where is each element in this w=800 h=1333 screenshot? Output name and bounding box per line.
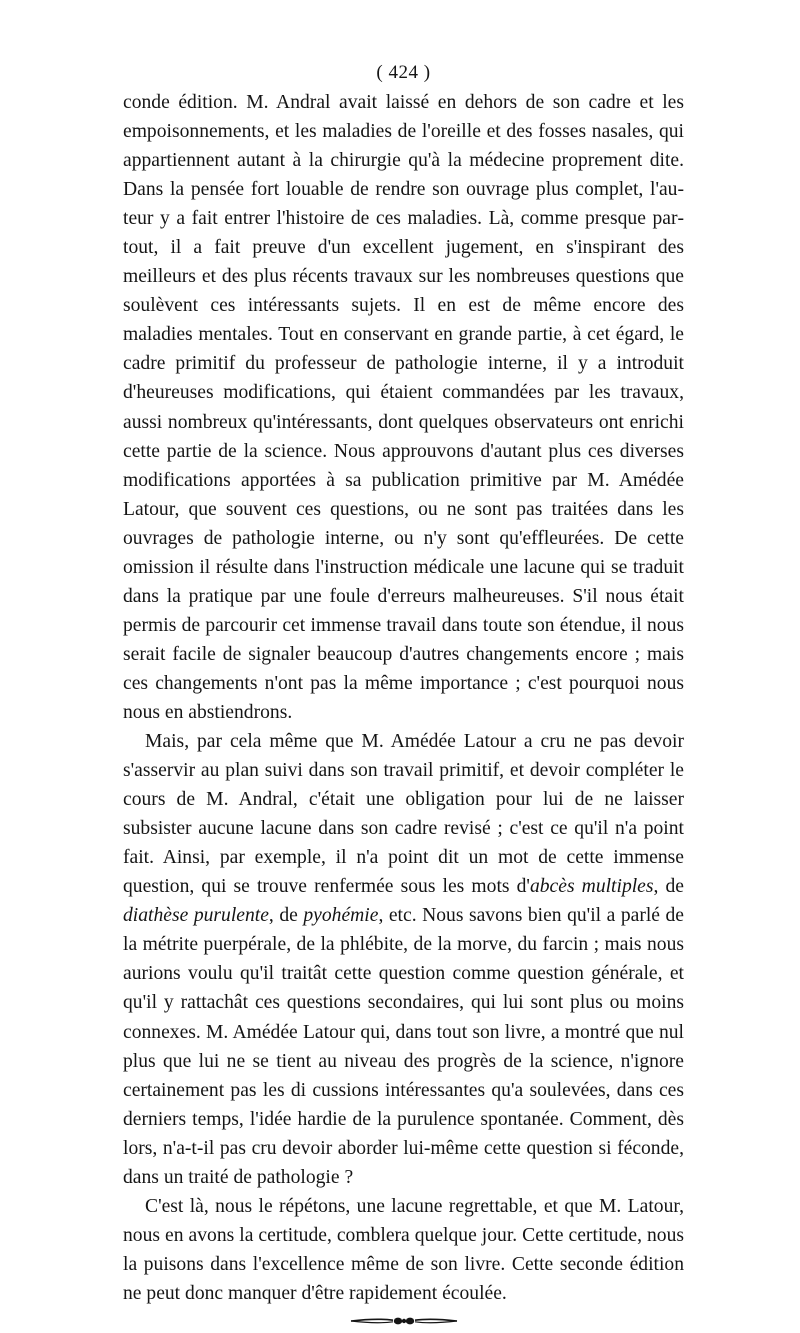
- paragraph-2-text-c: , de: [268, 905, 304, 927]
- paragraph-2-text-b: , de: [653, 876, 685, 898]
- book-page: [123, 58, 684, 1328]
- page-number: ( 424 ): [376, 62, 431, 83]
- paragraph-1: [123, 88, 684, 727]
- tailpiece-ornament-icon: [349, 1314, 459, 1328]
- italic-term-pyohemie: pyohémie: [303, 905, 379, 927]
- italic-term-abces-multiples: abcès multiples: [529, 876, 654, 898]
- paragraph-3: [123, 1192, 684, 1308]
- paragraph-3-text: C'est là, nous le répétons, une lacune regrettable, et que M. Latour, nous en avons la certitude, comblera quelque jour. Cette certitude, nous la puisons dans l'excellence même de son livre. Cette seconde édition ne peut donc manquer d'être rapidement écoulée.: [123, 1195, 684, 1304]
- italic-term-diathese-purulente: diathèse purulente: [123, 905, 269, 927]
- paragraph-2-text-a: Mais, par cela même que M. Amédée Latour a cru ne pas devoir s'asservir au plan suivi dans son travail primitif, et devoir compléter le cours de M. Andral, c'était une obligation pour lui de ne laisser subsister aucune lacune dans son cadre revisé ; c'est ce qu'il n'a point fait. Ainsi, par exemple, il n'a point dit un mot de cette immense question, qui se trouve renfermée sous les mots d': [123, 731, 684, 898]
- paragraph-1-text: conde édition. M. Andral avait laissé en dehors de son cadre et les empoisonnements, et les maladies de l'oreille et des fosses nasales, qui appartiennent autant à la chirurgie qu'à la médecine proprement dite. Dans la pensée fort louable de rendre son ouvrage plus complet, l'auteur y a fait entrer l'histoire de ces maladies. Là, comme presque partout, il a fait preuve d'un excellent jugement, en s'inspirant des meilleurs et des plus récents travaux sur les nombreuses questions que soulèvent ces intéressants sujets. Il en est de même encore des maladies mentales. Tout en conservant en grande partie, à cet égard, le cadre primitif du professeur de pathologie interne, il y a introduit d'heureuses modifications, qui étaient commandées par les travaux, aussi nombreux qu'intéressants, dont quelques observateurs ont enrichi cette partie de la science. Nous approuvons d'autant plus ces diverses modifications apportées à sa publication primitive par M. Amédée Latour, que souvent ces questions, ou ne sont pas traitées dans les ouvrages de pathologie interne, ou n'y sont qu'effleurées. De cette omission il résulte dans l'instruction médicale une lacune qui se traduit dans la pratique par une foule d'erreurs malheureuses. S'il nous était permis de parcourir cet immense travail dans toute son étendue, il nous serait facile de signaler beaucoup d'autres changements encore ; mais ces changements n'ont pas la même importance ; c'est pourquoi nous nous en abstiendrons.: [123, 92, 684, 723]
- paragraph-2: [123, 727, 684, 1192]
- paragraph-2-text-d: , etc. Nous savons bien qu'il a parlé de la métrite puerpérale, de la phlébite, de la morve, du farcin ; mais nous aurions voulu qu'il traitât cette question comme question générale, et qu'il y rattachât ces questions secondaires, qui lui sont plus ou moins connexes. M. Amédée Latour qui, dans tout son livre, a montré que nul plus que lui ne se tient au niveau des progrès de la science, n'ignore certainement pas les di cussions intéressantes qu'a soulevées, dans ces derniers temps, l'idée hardie de la purulence spontanée. Comment, dès lors, n'a-t-il pas cru devoir aborder lui-même cette question si féconde, dans un traité de pathologie ?: [123, 905, 685, 1188]
